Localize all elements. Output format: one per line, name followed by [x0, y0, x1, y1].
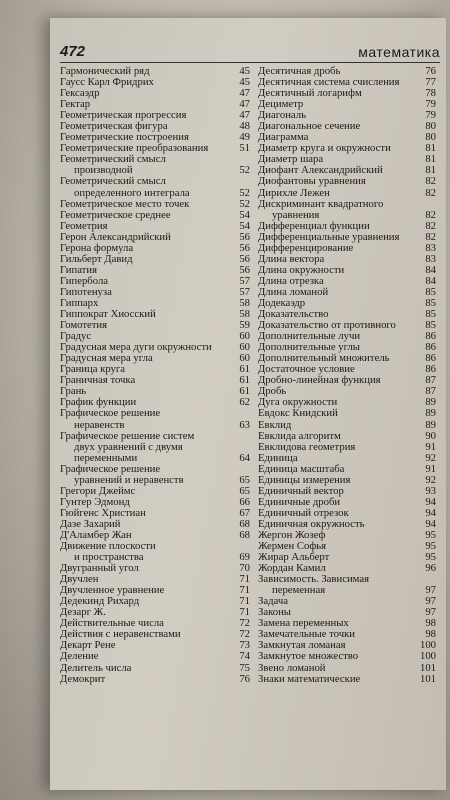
index-page-ref: 84	[425, 274, 436, 287]
index-term: Зависимость. Зависимая переменная	[258, 573, 370, 597]
index-term: Градусная мера дуги окружности	[60, 341, 212, 354]
index-entry	[258, 176, 436, 187]
index-entry	[60, 464, 250, 486]
index-entry	[60, 674, 250, 685]
index-entry	[60, 431, 250, 464]
index-page-ref: 76	[425, 65, 436, 77]
index-page-ref: 91	[425, 440, 436, 453]
index-term: Единица	[258, 451, 298, 464]
index-term: Десятичный логарифм	[258, 87, 362, 100]
index-term: Демокрит	[60, 672, 106, 685]
index-page-ref: 82	[425, 186, 436, 199]
index-term: Дедекинд Рихард	[60, 595, 140, 608]
index-page-ref: 80	[425, 120, 436, 133]
index-term: Гипатия	[60, 263, 97, 276]
index-term: Знаки математические	[258, 672, 361, 685]
index-term: Дифференциал функции	[258, 219, 370, 232]
index-term: Замена переменных	[258, 617, 349, 630]
index-column-left	[60, 66, 250, 685]
index-page-ref: 54	[239, 208, 250, 221]
index-term: Геометрические преобразования	[60, 142, 209, 155]
index-page-ref: 89	[425, 418, 436, 431]
index-page-ref: 72	[239, 628, 250, 641]
index-page-ref: 45	[239, 65, 250, 77]
index-term: Герон Александрийский	[60, 230, 171, 243]
index-term: Графическое решение уравнений и неравенств	[60, 462, 184, 486]
index-term: Единичная окружность	[258, 517, 365, 530]
index-term: Грегори Джеймс	[60, 484, 136, 497]
index-term: Двугранный угол	[60, 562, 139, 575]
page-number: 472	[60, 43, 86, 60]
index-page-ref: 93	[425, 484, 436, 497]
index-term: Дополнительные углы	[258, 341, 360, 354]
index-page-ref: 100	[419, 650, 436, 663]
index-page-ref: 77	[425, 76, 436, 89]
index-page-ref: 82	[425, 219, 436, 232]
index-page-ref: 97	[425, 595, 436, 608]
index-entry	[60, 651, 250, 662]
index-term: Диагональное сечение	[258, 120, 361, 133]
index-page-ref: 67	[239, 506, 250, 519]
index-page-ref: 79	[425, 109, 436, 122]
index-page-ref: 60	[239, 341, 250, 354]
index-page-ref: 78	[425, 87, 436, 100]
index-page-ref: 82	[425, 230, 436, 243]
index-page-ref: 68	[239, 517, 250, 530]
index-entry	[258, 420, 436, 431]
index-term: Дазе Захарий	[60, 517, 121, 530]
index-entry	[60, 210, 250, 221]
index-page-ref: 52	[239, 164, 250, 177]
index-term: Движение плоскости и пространства	[60, 540, 156, 564]
index-term: Геометрическое место точек	[60, 197, 190, 210]
index-term: Дифференциальные уравнения	[258, 230, 400, 243]
index-term: Диаметр шара	[258, 153, 324, 166]
index-page-ref: 85	[425, 296, 436, 309]
index-term: Дирихле Лежен	[258, 186, 330, 199]
index-page-ref: 47	[239, 109, 250, 122]
index-page-ref: 68	[239, 528, 250, 541]
page-header	[60, 40, 440, 63]
index-page-ref: 85	[425, 319, 436, 332]
index-page-ref: 92	[425, 473, 436, 486]
index-page-ref: 71	[239, 573, 250, 586]
index-term: Дезарг Ж.	[60, 606, 106, 619]
index-term: Жордан Камил	[258, 562, 326, 575]
index-term: Единичные дроби	[258, 495, 341, 508]
index-page-ref: 79	[425, 98, 436, 111]
index-page-ref: 73	[239, 639, 250, 652]
index-page-ref: 92	[425, 451, 436, 464]
index-page-ref: 86	[425, 341, 436, 354]
index-page-ref: 86	[425, 352, 436, 365]
index-page-ref: 52	[239, 186, 250, 199]
index-page-ref: 81	[425, 153, 436, 166]
index-term: Гильберт Давид	[60, 252, 133, 265]
index-entry	[60, 176, 250, 198]
index-page-ref: 56	[239, 252, 250, 265]
index-term: Дополнительные лучи	[258, 330, 361, 343]
index-term: Градус	[60, 330, 92, 343]
index-entry	[258, 663, 436, 674]
index-page-ref: 95	[425, 551, 436, 564]
index-term: Диофант Александрийский	[258, 164, 383, 177]
index-term: Гармонический ряд	[60, 65, 150, 77]
index-term: Гомотетия	[60, 319, 108, 332]
index-term: Десятичная система счисления	[258, 76, 400, 89]
index-term: Звено ломаной	[258, 661, 326, 674]
index-page-ref: 60	[239, 330, 250, 343]
index-page-ref: 94	[425, 506, 436, 519]
index-page-ref: 71	[239, 595, 250, 608]
index-page-ref: 94	[425, 517, 436, 530]
index-page-ref: 57	[239, 274, 250, 287]
index-entry	[258, 408, 436, 419]
index-term: Гиппократ Хиосский	[60, 308, 156, 321]
index-page-ref: 89	[425, 396, 436, 409]
index-entry	[60, 408, 250, 430]
index-term: Длина ломаной	[258, 285, 329, 298]
index-page-ref: 49	[239, 131, 250, 144]
index-page-ref: 47	[239, 87, 250, 100]
index-term: Геометрическое среднее	[60, 208, 171, 221]
index-term: Декарт Рене	[60, 639, 116, 652]
index-page-ref: 90	[425, 429, 436, 442]
index-term: Замкнутое множество	[258, 650, 359, 663]
index-entry	[60, 375, 250, 386]
index-page-ref: 65	[239, 484, 250, 497]
index-term: Графическое решение систем двух уравнений с двумя переменными	[60, 429, 195, 464]
index-term: Дуга окружности	[258, 396, 338, 409]
index-page-ref: 95	[425, 528, 436, 541]
index-term: Гаусс Карл Фридрих	[60, 76, 154, 89]
index-term: Двучлен	[60, 573, 99, 586]
index-term: Дискриминант квадратного уравнения	[258, 197, 384, 221]
index-term: Жергон Жозеф	[258, 528, 326, 541]
index-page-ref: 74	[239, 650, 250, 663]
index-page-ref: 83	[425, 252, 436, 265]
index-term: Длина окружности	[258, 263, 345, 276]
index-page-ref: 61	[239, 363, 250, 376]
index-term: Диагональ	[258, 109, 306, 122]
index-term: Доказательство от противного	[258, 319, 396, 332]
index-page-ref: 52	[239, 197, 250, 210]
index-term: Гипотенуза	[60, 285, 112, 298]
index-page-ref: 51	[239, 142, 250, 155]
index-term: Делитель числа	[60, 661, 132, 674]
index-term: График функции	[60, 396, 137, 409]
index-page-ref: 98	[425, 617, 436, 630]
index-page-ref: 89	[425, 407, 436, 420]
index-term: Граница круга	[60, 363, 126, 376]
index-page-ref: 45	[239, 76, 250, 89]
index-page-ref: 60	[239, 352, 250, 365]
index-entry	[258, 442, 436, 453]
index-term: Диаметр круга и окружности	[258, 142, 391, 155]
index-entry	[60, 541, 250, 563]
index-page-ref: 71	[239, 606, 250, 619]
book-page	[50, 18, 446, 790]
index-page-ref: 86	[425, 363, 436, 376]
index-term: Законы	[258, 606, 291, 619]
index-term: Дециметр	[258, 98, 304, 111]
index-term: Дробно-линейная функция	[258, 374, 381, 387]
index-page-ref: 86	[425, 330, 436, 343]
index-entry	[60, 154, 250, 176]
index-term: Евклид	[258, 418, 292, 431]
index-page-ref: 58	[239, 296, 250, 309]
index-page-ref: 72	[239, 617, 250, 630]
index-term: Десятичная дробь	[258, 65, 341, 77]
index-term: Гипербола	[60, 274, 109, 287]
index-term: Единичный отрезок	[258, 506, 349, 519]
index-entry	[258, 431, 436, 442]
index-term: Действия с неравенствами	[60, 628, 181, 641]
index-term: Длина отрезка	[258, 274, 324, 287]
index-term: Замечательные точки	[258, 628, 356, 641]
index-term: Замкнутая ломаная	[258, 639, 346, 652]
index-term: Додекаэдр	[258, 296, 306, 309]
index-page-ref: 57	[239, 285, 250, 298]
index-term: Достаточное условие	[258, 363, 355, 376]
index-page-ref: 64	[239, 451, 250, 464]
index-term: Жермен Софья	[258, 540, 327, 553]
index-term: Гектар	[60, 98, 91, 111]
index-term: Двучленное уравнение	[60, 584, 165, 597]
index-page-ref: 100	[419, 639, 436, 652]
index-page-ref: 97	[425, 606, 436, 619]
index-term: Диаграмма	[258, 131, 309, 144]
index-term: Графическое решение неравенств	[60, 407, 161, 431]
index-page-ref: 69	[239, 551, 250, 564]
index-page-ref: 81	[425, 142, 436, 155]
index-entry	[258, 188, 436, 199]
index-page-ref: 82	[425, 208, 436, 221]
section-title: математика	[358, 44, 440, 60]
index-page-ref: 81	[425, 164, 436, 177]
index-page-ref: 63	[239, 418, 250, 431]
index-page-ref: 59	[239, 319, 250, 332]
index-page-ref: 97	[425, 584, 436, 597]
index-page-ref: 56	[239, 230, 250, 243]
index-page-ref: 87	[425, 385, 436, 398]
index-term: Дополнительный множитель	[258, 352, 390, 365]
index-term: Единица масштаба	[258, 462, 345, 475]
index-entry	[258, 199, 436, 221]
index-term: Гиппарх	[60, 296, 99, 309]
index-page-ref: 54	[239, 219, 250, 232]
index-entry	[258, 674, 436, 685]
index-term: Геометрический смысл определенного интеграла	[60, 175, 190, 199]
index-term: Единичный вектор	[258, 484, 344, 497]
index-term: Евклида алгоритм	[258, 429, 341, 442]
index-page-ref: 66	[239, 495, 250, 508]
index-page-ref: 61	[239, 385, 250, 398]
index-term: Задача	[258, 595, 288, 608]
index-term: Геометрическая фигура	[60, 120, 168, 133]
index-entry	[258, 574, 436, 596]
index-term: Грань	[60, 385, 87, 398]
index-page-ref: 83	[425, 241, 436, 254]
index-page-ref: 101	[419, 672, 436, 685]
index-term: Длина вектора	[258, 252, 325, 265]
index-page-ref: 47	[239, 98, 250, 111]
index-page-ref: 101	[419, 661, 436, 674]
index-page-ref: 80	[425, 131, 436, 144]
index-term: Жирар Альберт	[258, 551, 330, 564]
index-page-ref: 61	[239, 374, 250, 387]
index-page-ref: 75	[239, 661, 250, 674]
index-page-ref: 65	[239, 473, 250, 486]
index-page-ref: 71	[239, 584, 250, 597]
index-page-ref: 58	[239, 308, 250, 321]
index-page-ref: 56	[239, 263, 250, 276]
index-term: Геометрический смысл производной	[60, 153, 166, 177]
index-term: Гунтер Эдмонд	[60, 495, 130, 508]
index-term: Доказательство	[258, 308, 329, 321]
index-page-ref: 85	[425, 285, 436, 298]
index-term: Евдокс Книдский	[258, 407, 338, 420]
index-page-ref: 56	[239, 241, 250, 254]
index-page-ref: 87	[425, 374, 436, 387]
index-page-ref: 94	[425, 495, 436, 508]
index-column-right	[258, 66, 436, 685]
index-term: Евклидова геометрия	[258, 440, 356, 453]
index-page-ref: 48	[239, 120, 250, 133]
index-page-ref: 70	[239, 562, 250, 575]
index-page-ref: 62	[239, 396, 250, 409]
index-term: Действительные числа	[60, 617, 164, 630]
index-page-ref: 76	[239, 672, 250, 685]
index-term: Дробь	[258, 385, 287, 398]
index-page-ref: 95	[425, 540, 436, 553]
index-term: Дифференцирование	[258, 241, 354, 254]
index-term: Единицы измерения	[258, 473, 351, 486]
index-term: Деление	[60, 650, 99, 663]
index-term: Геометрия	[60, 219, 108, 232]
index-term: Градусная мера угла	[60, 352, 153, 365]
index-entry	[60, 199, 250, 210]
index-page-ref: 84	[425, 263, 436, 276]
index-term: Д'Аламбер Жан	[60, 528, 132, 541]
index-term: Герона формула	[60, 241, 134, 254]
index-page-ref: 85	[425, 308, 436, 321]
index-entry	[60, 663, 250, 674]
index-term: Граничная точка	[60, 374, 136, 387]
index-entry	[258, 651, 436, 662]
index-term: Геометрические построения	[60, 131, 189, 144]
index-page-ref: 96	[425, 562, 436, 575]
index-page-ref: 91	[425, 462, 436, 475]
index-term: Гюйгенс Христиан	[60, 506, 146, 519]
index-page-ref: 82	[425, 175, 436, 188]
index-term: Гексаэдр	[60, 87, 100, 100]
index-page-ref: 98	[425, 628, 436, 641]
index-term: Геометрическая прогрессия	[60, 109, 187, 122]
index-term: Диофантовы уравнения	[258, 175, 366, 188]
